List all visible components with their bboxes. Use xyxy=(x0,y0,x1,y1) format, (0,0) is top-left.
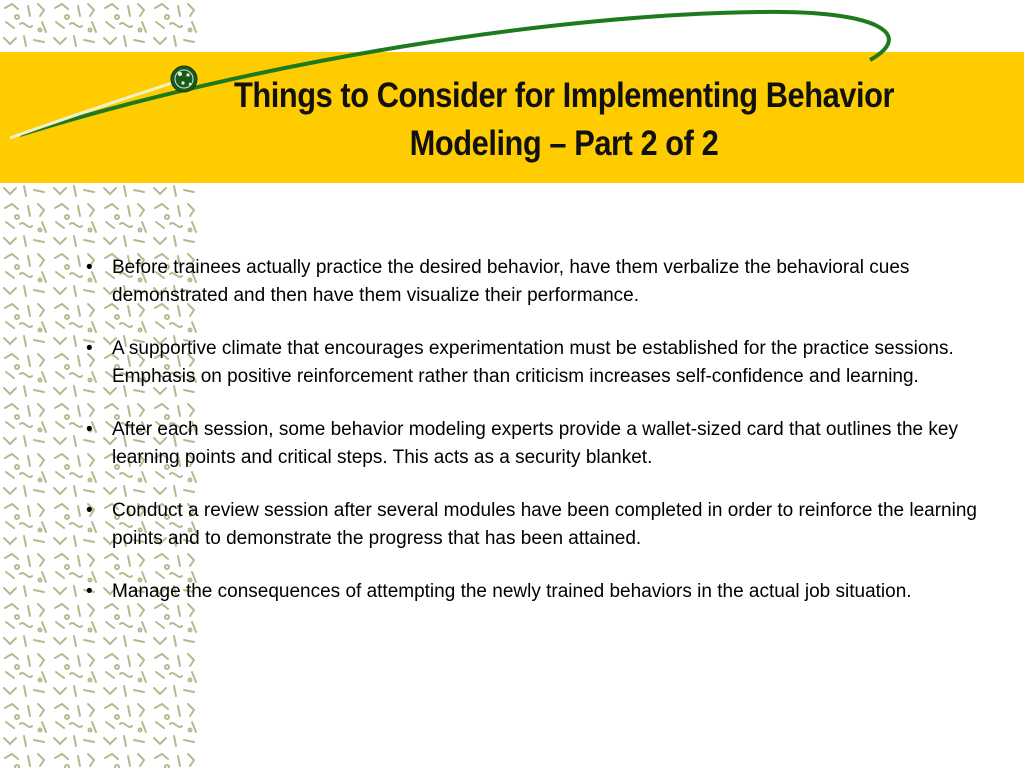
bullet-dot: • xyxy=(86,257,93,278)
bullet-text: Before trainees actually practice the desired behavior, have them verbalize the behavioral cues demonstrated and then have them visualize their performance. xyxy=(112,257,910,306)
bullet-item xyxy=(84,578,989,606)
bullet-dot: • xyxy=(86,500,93,521)
bullet-item xyxy=(84,497,989,552)
bullet-list xyxy=(84,254,989,632)
bullet-text: A supportive climate that encourages experimentation must be established for the practice sessions. Emphasis on positive reinforcement rather than criticism increases self-confidence and learning. xyxy=(112,338,954,387)
bullet-item xyxy=(84,416,989,471)
title-line-1: Things to Consider for Implementing Behavior xyxy=(234,76,894,115)
bullet-text: Conduct a review session after several modules have been completed in order to reinforce the learning points and to demonstrate the progress that has been attained. xyxy=(112,500,977,549)
bullet-item xyxy=(84,254,989,309)
bullet-dot: • xyxy=(86,338,93,359)
bullet-text: After each session, some behavior modeling experts provide a wallet-sized card that outlines the key learning points and critical steps. This acts as a security blanket. xyxy=(112,419,958,468)
bullet-text: Manage the consequences of attempting the newly trained behaviors in the actual job situation. xyxy=(112,581,912,602)
bullet-item xyxy=(84,335,989,390)
title-line-2: Modeling – Part 2 of 2 xyxy=(409,124,719,163)
slide-title xyxy=(156,72,973,168)
bullet-dot: • xyxy=(86,419,93,440)
bullet-dot: • xyxy=(86,581,93,602)
